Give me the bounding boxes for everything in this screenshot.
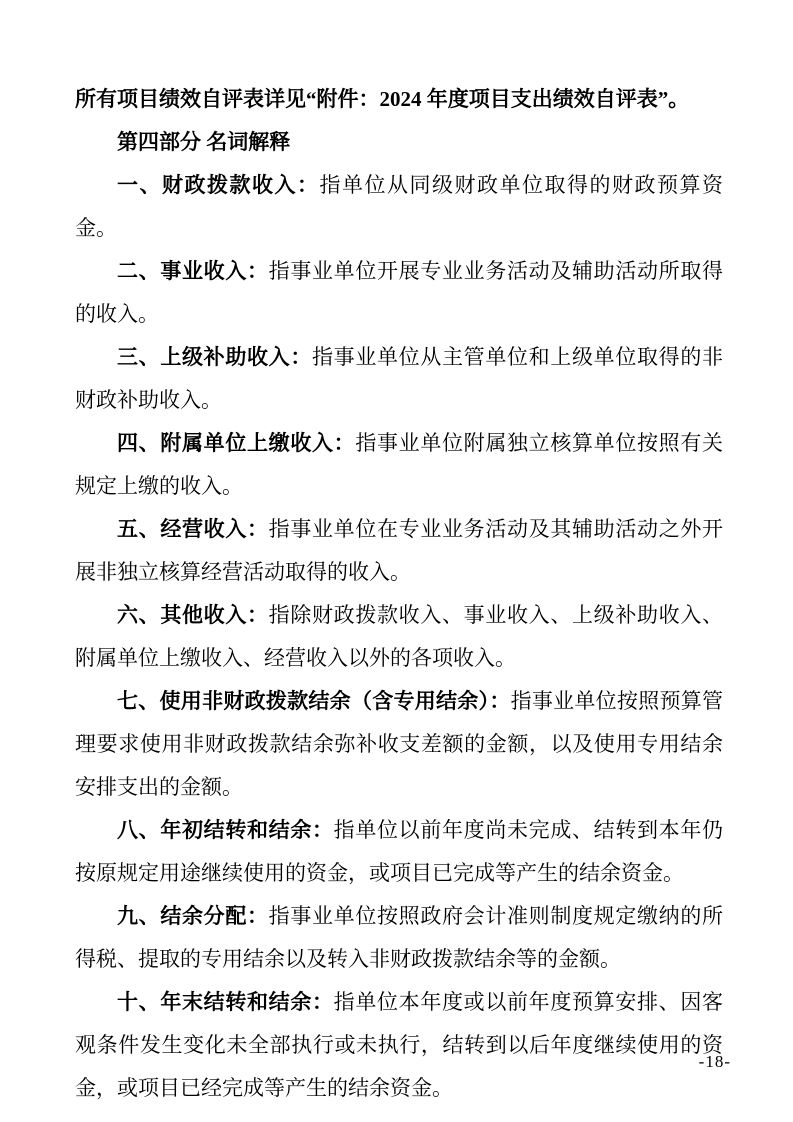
term-definition: 指事业单位附属独立核算单位按照有关规定上缴的收入。 <box>75 431 724 498</box>
term-definition: 指事业单位开展专业业务活动及辅助活动所取得的收入。 <box>75 259 724 326</box>
term-paragraph <box>75 250 723 336</box>
term-paragraph <box>75 981 723 1110</box>
term-paragraph <box>75 809 723 895</box>
term-paragraph <box>75 422 723 508</box>
term-label: 四、附属单位上缴收入： <box>117 431 356 455</box>
document-body <box>75 78 723 1110</box>
term-label: 九、结余分配： <box>117 904 269 928</box>
term-label: 五、经营收入： <box>117 517 269 541</box>
term-definition: 指单位从同级财政单位取得的财政预算资金。 <box>75 173 723 240</box>
term-paragraph <box>75 508 723 594</box>
term-paragraph <box>75 164 723 250</box>
term-paragraph <box>75 336 723 422</box>
term-label: 八、年初结转和结余： <box>117 818 334 842</box>
term-definition: 指事业单位在专业业务活动及其辅助活动之外开展非独立核算经营活动取得的收入。 <box>75 517 724 584</box>
term-paragraph <box>75 594 723 680</box>
term-definition: 指除财政拨款收入、事业收入、上级补助收入、附属单位上缴收入、经营收入以外的各项收入。 <box>75 603 724 670</box>
term-label: 七、使用非财政拨款结余（含专用结余）： <box>117 689 511 713</box>
term-definition: 指事业单位按照政府会计准则制度规定缴纳的所得税、提取的专用结余以及转入非财政拨款结余等的金额。 <box>75 904 724 971</box>
term-label: 一、财政拨款收入： <box>117 173 320 197</box>
term-definition: 指单位本年度或以前年度预算安排、因客观条件发生变化未全部执行或未执行，结转到以后年度继续使用的资金，或项目已经完成等产生的结余资金。 <box>75 990 724 1100</box>
page-number: -18- <box>698 1052 731 1071</box>
term-label: 六、其他收入： <box>117 603 269 627</box>
term-definition: 指单位以前年度尚未完成、结转到本年仍按原规定用途继续使用的资金，或项目已完成等产生的结余资金。 <box>75 818 724 885</box>
term-label: 二、事业收入： <box>117 259 269 283</box>
term-paragraph <box>75 680 723 809</box>
section-heading: 第四部分 名词解释 <box>117 130 291 154</box>
term-paragraph <box>75 895 723 981</box>
term-definition: 指事业单位从主管单位和上级单位取得的非财政补助收入。 <box>75 345 723 412</box>
term-definition: 指事业单位按照预算管理要求使用非财政拨款结余弥补收支差额的金额，以及使用专用结余安排支出的金额。 <box>75 689 724 799</box>
term-label: 三、上级补助收入： <box>117 345 312 369</box>
intro-paragraph: 所有项目绩效自评表详见“附件：2024 年度项目支出绩效自评表”。 <box>75 87 690 111</box>
term-label: 十、年末结转和结余： <box>117 990 334 1014</box>
